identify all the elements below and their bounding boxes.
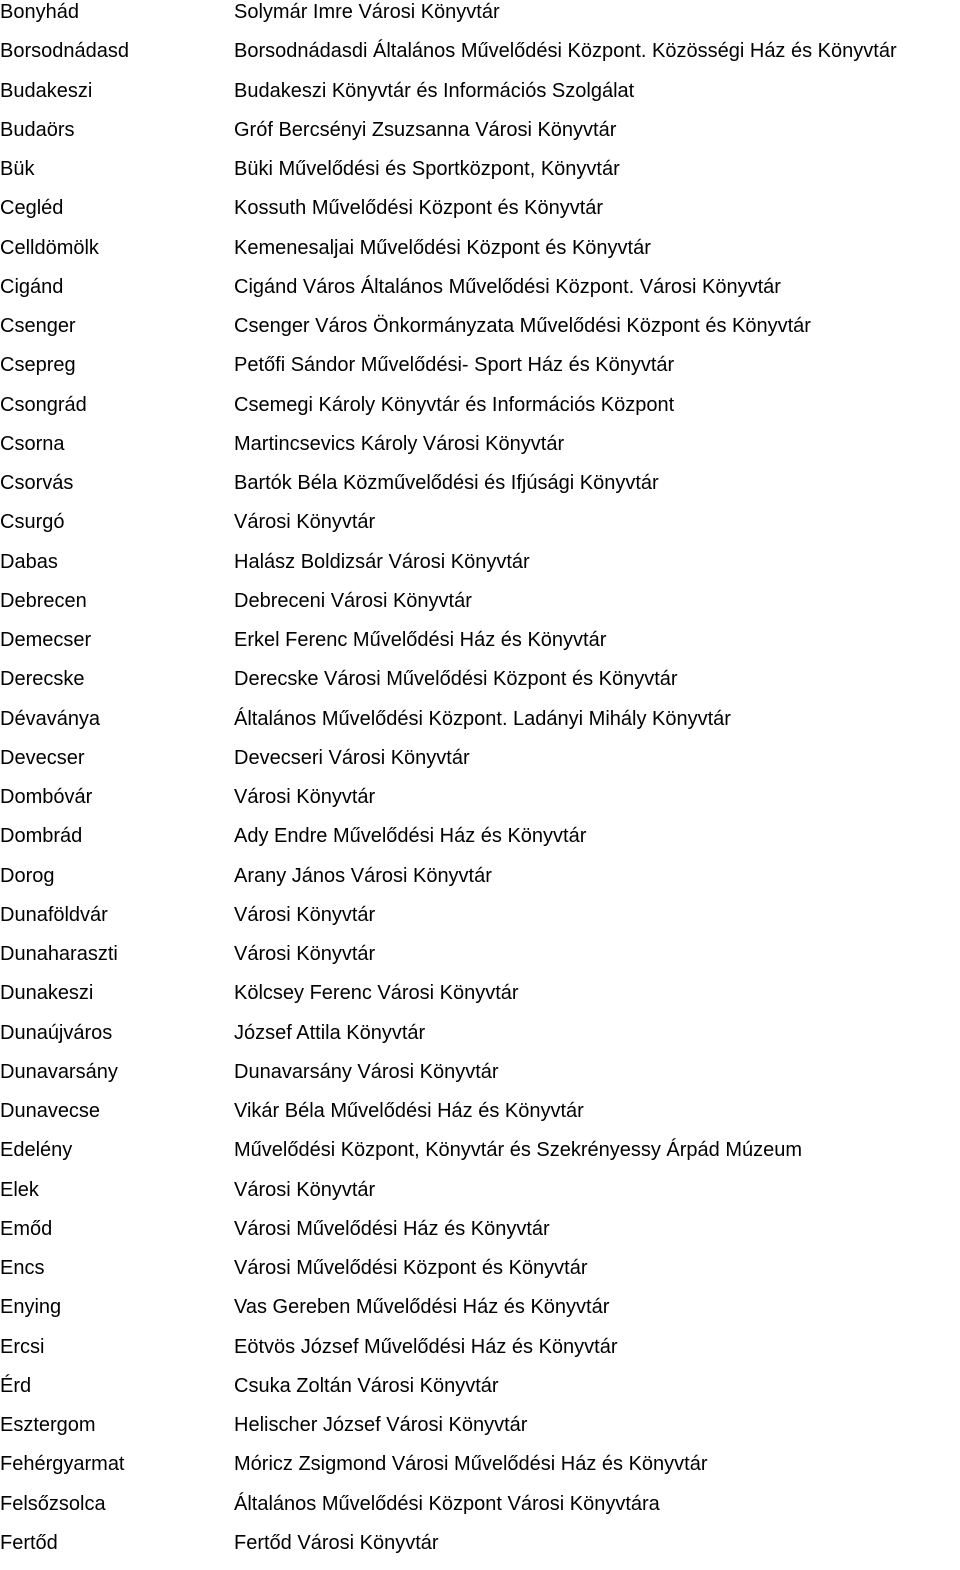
town-name: Dunavarsány <box>0 1060 118 1083</box>
list-row <box>0 785 960 824</box>
town-name: Csongrád <box>0 393 87 416</box>
library-name: Eötvös József Művelődési Ház és Könyvtár <box>234 1335 618 1358</box>
library-name: Városi Könyvtár <box>234 1178 376 1201</box>
list-row <box>0 1060 960 1099</box>
town-name: Felsőzsolca <box>0 1492 106 1515</box>
list-row <box>0 471 960 510</box>
list-row <box>0 1138 960 1177</box>
town-name: Dunaharaszti <box>0 943 118 965</box>
list-row <box>0 667 960 706</box>
list-row <box>0 942 960 981</box>
list-row <box>0 824 960 863</box>
library-name: Városi Könyvtár <box>234 786 376 808</box>
town-name: Dorog <box>0 864 55 887</box>
library-name: Móricz Zsigmond Városi Művelődési Ház és Könyvtár <box>234 1453 708 1476</box>
list-row <box>0 118 960 157</box>
library-name: Városi Könyvtár <box>234 903 376 926</box>
list-row <box>0 864 960 903</box>
list-row <box>0 1413 960 1452</box>
list-row <box>0 589 960 628</box>
library-name: Arany János Városi Könyvtár <box>234 864 492 887</box>
library-name: Dunavarsány Városi Könyvtár <box>234 1060 499 1083</box>
town-name: Edelény <box>0 1139 73 1162</box>
town-name: Csepreg <box>0 354 76 377</box>
library-name: Solymár Imre Városi Könyvtár <box>234 1 500 23</box>
library-name: Debreceni Városi Könyvtár <box>234 589 472 612</box>
town-name: Elek <box>0 1178 39 1201</box>
town-name: Devecser <box>0 746 85 769</box>
town-name: Fertőd <box>0 1531 58 1554</box>
library-name: Derecske Városi Művelődési Központ és Könyvtár <box>234 668 678 691</box>
town-name: Bonyhád <box>0 1 79 23</box>
library-name: Kölcsey Ferenc Városi Könyvtár <box>234 982 519 1005</box>
library-name: Városi Könyvtár <box>234 943 376 965</box>
town-name: Dévaványa <box>0 707 101 730</box>
town-name: Csorvás <box>0 472 74 494</box>
town-name: Celldömölk <box>0 236 99 259</box>
town-name: Budakeszi <box>0 79 93 102</box>
list-row <box>0 196 960 235</box>
list-row <box>0 39 960 78</box>
town-name: Csenger <box>0 315 76 337</box>
town-name: Derecske <box>0 668 85 691</box>
town-name: Ercsi <box>0 1335 45 1358</box>
library-name: Bartók Béla Közművelődési és Ifjúsági Könyvtár <box>234 472 659 494</box>
library-name: Budakeszi Könyvtár és Információs Szolgálat <box>234 79 635 102</box>
list-row <box>0 1531 960 1570</box>
list-row <box>0 0 960 39</box>
town-name: Budaörs <box>0 118 75 141</box>
town-name: Encs <box>0 1257 45 1279</box>
library-name: Devecseri Városi Könyvtár <box>234 746 470 769</box>
library-name: Helischer József Városi Könyvtár <box>234 1414 528 1436</box>
town-name: Dunakeszi <box>0 982 94 1005</box>
list-row <box>0 353 960 392</box>
library-name: Városi Könyvtár <box>234 511 376 534</box>
list-row <box>0 1178 960 1217</box>
list-row <box>0 1374 960 1413</box>
library-name: Városi Művelődési Központ és Könyvtár <box>234 1257 588 1279</box>
library-name: Martincsevics Károly Városi Könyvtár <box>234 432 565 455</box>
town-name: Borsodnádasd <box>0 40 129 63</box>
library-name: Vikár Béla Művelődési Ház és Könyvtár <box>234 1100 584 1122</box>
list-row <box>0 746 960 785</box>
library-name: Büki Művelődési és Sportközpont, Könyvtár <box>234 158 620 180</box>
list-row <box>0 1295 960 1334</box>
library-name: Csemegi Károly Könyvtár és Információs Központ <box>234 393 675 416</box>
library-name: Csenger Város Önkormányzata Művelődési Központ és Könyvtár <box>234 315 811 337</box>
library-name: Csuka Zoltán Városi Könyvtár <box>234 1374 499 1397</box>
list-row <box>0 510 960 549</box>
town-name: Dunavecse <box>0 1100 101 1122</box>
library-name: Fertőd Városi Könyvtár <box>234 1531 439 1554</box>
town-name: Dabas <box>0 550 58 573</box>
list-row <box>0 707 960 746</box>
town-name: Debrecen <box>0 589 87 612</box>
list-row <box>0 1452 960 1491</box>
town-name: Dombrád <box>0 825 83 848</box>
list-row <box>0 79 960 118</box>
town-name: Csorna <box>0 432 65 455</box>
town-name: Érd <box>0 1374 32 1397</box>
list-row <box>0 393 960 432</box>
library-name: Cigánd Város Általános Művelődési Központ. Városi Könyvtár <box>234 275 781 298</box>
town-name: Demecser <box>0 629 92 651</box>
library-name: Művelődési Központ, Könyvtár és Szekrényessy Árpád Múzeum <box>234 1139 803 1162</box>
library-name: Petőfi Sándor Művelődési- Sport Ház és Könyvtár <box>234 354 675 377</box>
town-name: Esztergom <box>0 1414 96 1436</box>
library-name: Halász Boldizsár Városi Könyvtár <box>234 550 530 573</box>
town-name: Cegléd <box>0 197 64 220</box>
town-name: Csurgó <box>0 511 65 534</box>
town-name: Dunaföldvár <box>0 903 108 926</box>
list-row <box>0 1256 960 1295</box>
list-row <box>0 981 960 1020</box>
town-name: Bük <box>0 158 35 180</box>
list-row <box>0 432 960 471</box>
list-row <box>0 314 960 353</box>
library-name: Vas Gereben Művelődési Ház és Könyvtár <box>234 1296 610 1319</box>
library-name: Gróf Bercsényi Zsuzsanna Városi Könyvtár <box>234 118 617 141</box>
list-row <box>0 628 960 667</box>
town-name: Dombóvár <box>0 786 93 808</box>
town-name: Enying <box>0 1296 62 1319</box>
list-row <box>0 157 960 196</box>
library-name: Városi Művelődési Ház és Könyvtár <box>234 1217 550 1240</box>
library-name: Erkel Ferenc Művelődési Ház és Könyvtár <box>234 629 607 651</box>
list-row <box>0 1021 960 1060</box>
list-row <box>0 550 960 589</box>
library-name: József Attila Könyvtár <box>234 1021 426 1044</box>
list-row <box>0 903 960 942</box>
list-row <box>0 236 960 275</box>
list-row <box>0 1492 960 1531</box>
town-name: Cigánd <box>0 275 64 298</box>
list-row <box>0 1217 960 1256</box>
library-name: Általános Művelődési Központ. Ladányi Mihály Könyvtár <box>234 707 731 730</box>
library-name: Kossuth Művelődési Központ és Könyvtár <box>234 197 604 220</box>
library-name: Borsodnádasdi Általános Művelődési Központ. Közösségi Ház és Könyvtár <box>234 40 897 63</box>
library-name: Kemenesaljai Művelődési Központ és Könyvtár <box>234 236 651 259</box>
list-row <box>0 275 960 314</box>
library-name: Általános Művelődési Központ Városi Könyvtára <box>234 1492 660 1515</box>
list-row <box>0 1335 960 1374</box>
list-row <box>0 1099 960 1138</box>
town-name: Fehérgyarmat <box>0 1453 125 1476</box>
library-name: Ady Endre Művelődési Ház és Könyvtár <box>234 825 587 848</box>
town-name: Dunaújváros <box>0 1021 113 1044</box>
town-name: Emőd <box>0 1217 53 1240</box>
